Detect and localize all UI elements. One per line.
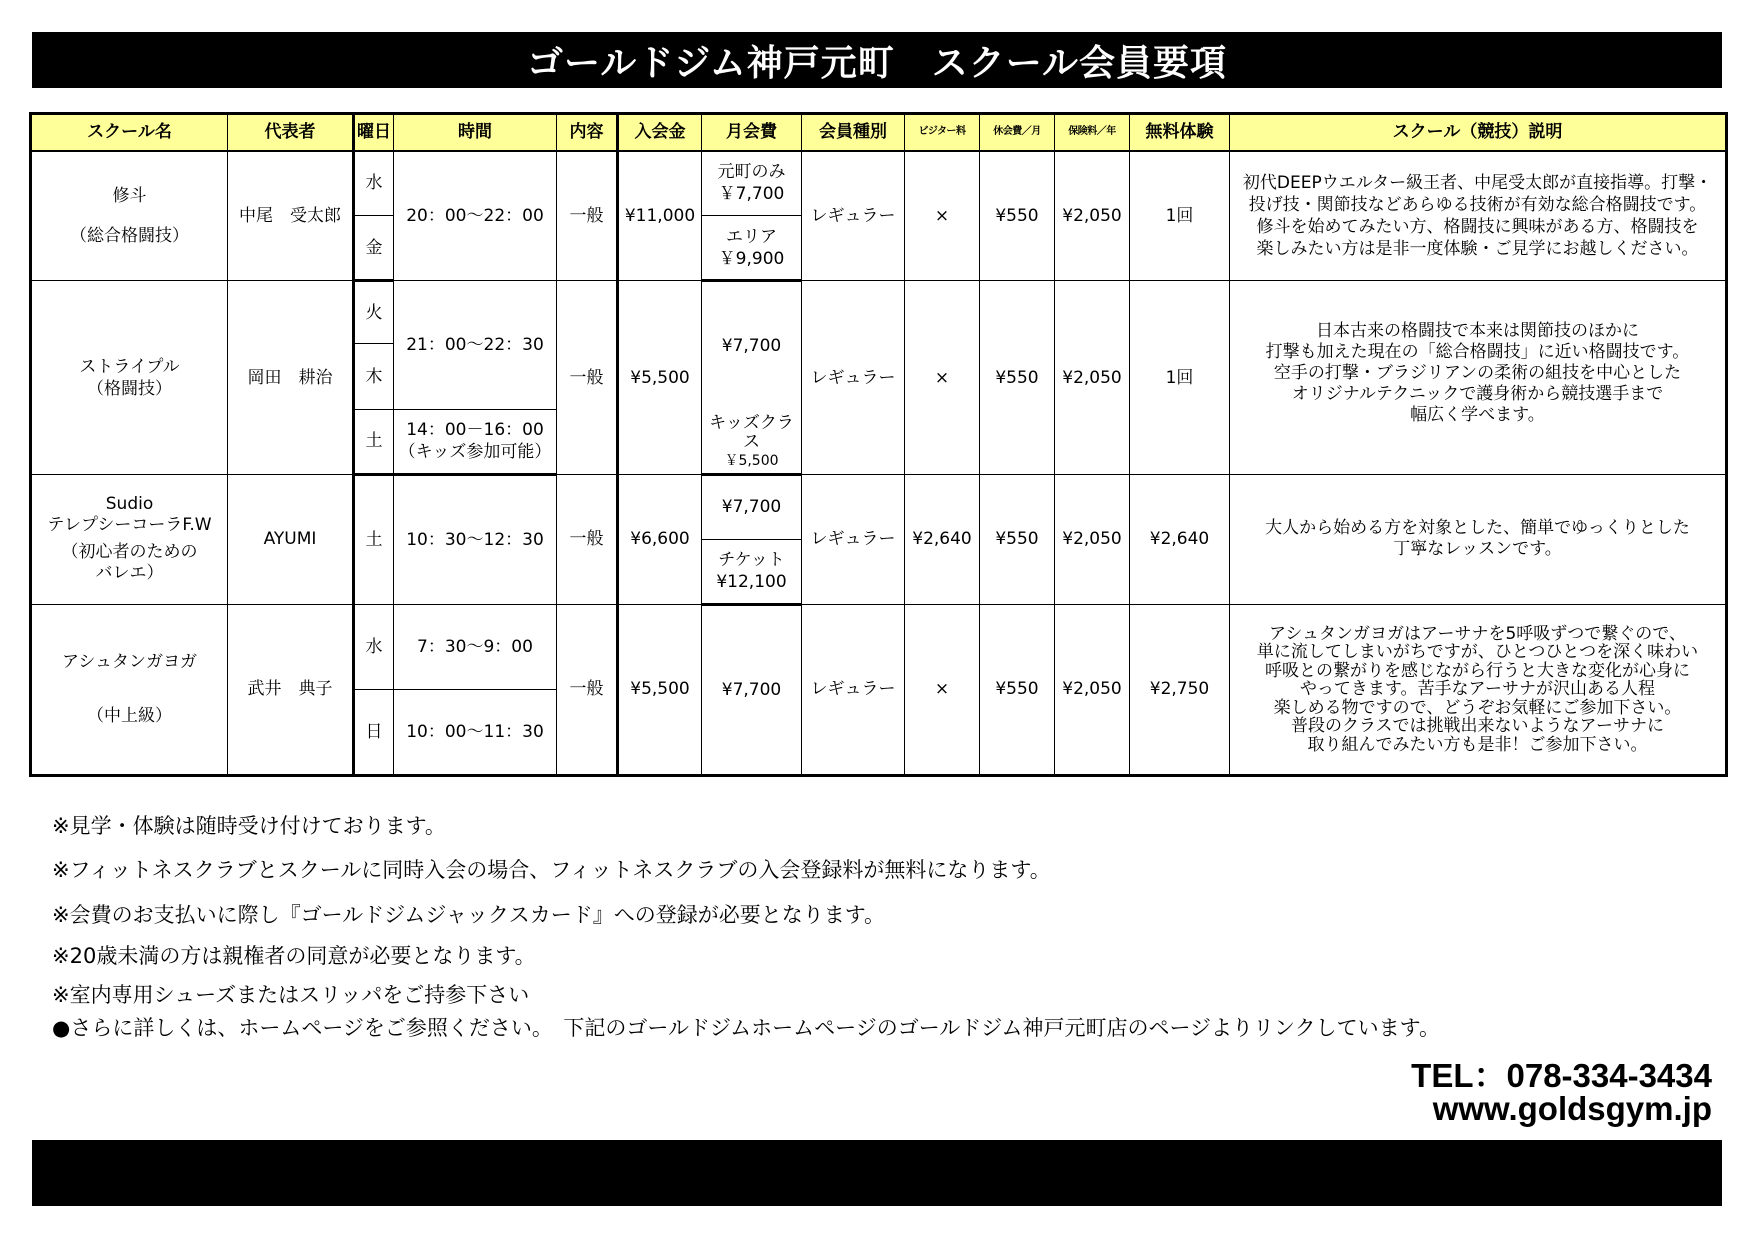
school-pause: ¥550 xyxy=(980,151,1055,281)
school-content: 一般 xyxy=(557,604,618,775)
desc-line: アシュタンガヨガはアーサナを5呼吸ずつで繋ぐので、 xyxy=(1269,623,1686,644)
desc-line: 取り組んでみたい方も是非！ご参加下さい。 xyxy=(1307,734,1648,755)
school-desc xyxy=(1230,604,1727,775)
table-row xyxy=(31,604,1727,689)
monthly-label: キッズクラ xyxy=(709,412,794,433)
school-name-sub: バレエ） xyxy=(95,563,164,584)
note-line: ●さらに詳しくは、ホームページをご参照ください。 下記のゴールドジムホームページのゴールドジム神戸元町店のページよりリンクしています。 xyxy=(52,1016,1440,1040)
school-rep: 中尾 受太郎 xyxy=(228,151,354,281)
school-entry: ¥11,000 xyxy=(618,151,702,281)
header-day: 曜日 xyxy=(354,114,394,151)
school-pause: ¥550 xyxy=(980,604,1055,775)
school-monthly: ¥7,700 xyxy=(702,474,802,539)
contact-url[interactable]: www.goldsgym.jp xyxy=(1432,1090,1712,1127)
monthly-label: ス xyxy=(743,431,760,452)
school-visitor: × xyxy=(905,604,980,775)
school-name xyxy=(31,604,228,775)
school-pause: ¥550 xyxy=(980,474,1055,604)
monthly-label: 元町のみ xyxy=(717,162,786,183)
school-table xyxy=(29,112,1728,777)
school-entry: ¥6,600 xyxy=(618,474,702,604)
school-trial: ¥2,640 xyxy=(1130,474,1230,604)
desc-line: 修斗を始めてみたい方、格闘技に興味がある方、格闘技を xyxy=(1256,217,1699,238)
school-day: 火 xyxy=(354,281,394,344)
school-day: 木 xyxy=(354,344,394,409)
desc-line: 大人から始める方を対象とした、簡単でゆっくりとした xyxy=(1265,518,1690,539)
header-type: 会員種別 xyxy=(802,114,905,151)
school-name xyxy=(31,474,228,604)
school-name xyxy=(31,151,228,281)
note-line: ※見学・体験は随時受け付けております。 xyxy=(52,814,446,838)
school-content: 一般 xyxy=(557,281,618,474)
desc-line: 空手の打撃・ブラジリアンの柔術の組技を中心とした xyxy=(1273,363,1682,384)
header-pause: 休会費／月 xyxy=(980,114,1055,151)
school-name-main: アシュタンガヨガ xyxy=(62,652,197,673)
school-monthly xyxy=(702,409,802,474)
school-insurance: ¥2,050 xyxy=(1055,474,1130,604)
desc-line: オリジナルテクニックで護身術から競技選手まで xyxy=(1291,384,1664,405)
school-desc xyxy=(1230,151,1727,281)
school-visitor: × xyxy=(905,151,980,281)
school-trial: 1回 xyxy=(1130,151,1230,281)
school-visitor: × xyxy=(905,281,980,474)
school-day: 水 xyxy=(354,151,394,216)
note-line: ※室内専用シューズまたはスリッパをご持参下さい xyxy=(52,983,530,1007)
school-rep: 武井 典子 xyxy=(228,604,354,775)
school-monthly xyxy=(702,151,802,216)
school-trial: 1回 xyxy=(1130,281,1230,474)
school-insurance: ¥2,050 xyxy=(1055,281,1130,474)
school-desc xyxy=(1230,474,1727,604)
school-day: 日 xyxy=(354,690,394,776)
desc-line: 丁寧なレッスンです。 xyxy=(1393,539,1562,560)
table-row xyxy=(31,474,1727,539)
school-time: 7：30～9：00 xyxy=(394,604,557,689)
school-visitor: ¥2,640 xyxy=(905,474,980,604)
school-time: 21：00～22：30 xyxy=(394,281,557,409)
school-name-sub: （初心者のための xyxy=(61,542,198,563)
desc-line: 初代DEEPウエルター級王者、中尾受太郎が直接指導。打撃・ xyxy=(1242,173,1713,194)
desc-line: 投げ技・関節技などあらゆる技術が有効な総合格闘技です。 xyxy=(1248,195,1707,216)
monthly-label: チケット xyxy=(718,550,785,571)
school-entry: ¥5,500 xyxy=(618,604,702,775)
school-day: 水 xyxy=(354,604,394,689)
time-note: （キッズ参加可能） xyxy=(398,442,552,463)
monthly-value: ￥7,700 xyxy=(718,184,785,205)
school-name-sub: （格闘技） xyxy=(87,378,172,399)
desc-line: 打撃も加えた現在の「総合格闘技」に近い格闘技です。 xyxy=(1265,342,1690,363)
school-monthly xyxy=(702,539,802,604)
school-monthly: ¥7,700 xyxy=(702,604,802,775)
footer-bar xyxy=(32,1140,1722,1206)
school-type: レギュラー xyxy=(802,474,905,604)
header-insurance: 保険料／年 xyxy=(1055,114,1130,151)
school-monthly: ¥7,700 xyxy=(702,281,802,409)
header-content: 内容 xyxy=(557,114,618,151)
table-row xyxy=(31,151,1727,216)
school-time: 20：00～22：00 xyxy=(394,151,557,281)
school-time xyxy=(394,409,557,474)
school-type: レギュラー xyxy=(802,151,905,281)
header-trial: 無料体験 xyxy=(1130,114,1230,151)
header-desc: スクール（競技）説明 xyxy=(1230,114,1727,151)
header-monthly: 月会費 xyxy=(702,114,802,151)
desc-line: 幅広く学べます。 xyxy=(1410,405,1545,426)
school-insurance: ¥2,050 xyxy=(1055,604,1130,775)
school-name-sub: （総合格闘技） xyxy=(70,226,189,247)
school-name-sub: （中上級） xyxy=(87,706,172,727)
note-line: ※フィットネスクラブとスクールに同時入会の場合、フィットネスクラブの入会登録料が無料になります。 xyxy=(52,858,1051,882)
header-time: 時間 xyxy=(394,114,557,151)
school-day: 金 xyxy=(354,216,394,281)
monthly-value: ¥12,100 xyxy=(716,572,787,593)
school-pause: ¥550 xyxy=(980,281,1055,474)
school-rep: AYUMI xyxy=(228,474,354,604)
header-visitor: ビジター料 xyxy=(905,114,980,151)
school-time: 10：00～11：30 xyxy=(394,690,557,776)
note-line: ※会費のお支払いに際し『ゴールドジムジャックスカード』への登録が必要となります。 xyxy=(52,903,886,927)
school-name xyxy=(31,281,228,474)
desc-line: 単に流してしまいがちですが、ひとつひとつを深く味わい xyxy=(1256,642,1699,663)
header-entry: 入会金 xyxy=(618,114,702,151)
school-time: 10：30～12：30 xyxy=(394,474,557,604)
desc-line: やってきます。苦手なアーサナが沢山ある人程 xyxy=(1299,679,1656,700)
desc-line: 呼吸との繋がりを感じながら行うと大きな変化が心身に xyxy=(1265,660,1690,681)
school-type: レギュラー xyxy=(802,604,905,775)
school-monthly xyxy=(702,216,802,281)
school-type: レギュラー xyxy=(802,281,905,474)
desc-line: 普段のクラスでは挑戦出来ないようなアーサナに xyxy=(1291,716,1664,737)
note-line: ※20歳未満の方は親権者の同意が必要となります。 xyxy=(52,944,536,968)
desc-line: 楽しみたい方は是非一度体験・ご見学にお越しください。 xyxy=(1256,239,1699,260)
header-school: スクール名 xyxy=(31,114,228,151)
page-title: ゴールドジム神戸元町 スクール会員要項 xyxy=(32,32,1722,88)
school-desc xyxy=(1230,281,1727,474)
monthly-label: エリア xyxy=(726,226,777,247)
school-rep: 岡田 耕治 xyxy=(228,281,354,474)
monthly-value: ￥9,900 xyxy=(718,248,785,269)
school-entry: ¥5,500 xyxy=(618,281,702,474)
school-name-main: 修斗 xyxy=(112,186,147,207)
table-row xyxy=(31,281,1727,344)
monthly-value: ￥5,500 xyxy=(724,452,779,469)
school-day: 土 xyxy=(354,474,394,604)
school-insurance: ¥2,050 xyxy=(1055,151,1130,281)
table-header-row xyxy=(31,114,1727,151)
school-content: 一般 xyxy=(557,151,618,281)
time-value: 14：00－16：00 xyxy=(406,420,544,441)
school-name-main: ストライプル xyxy=(79,356,180,377)
school-trial: ¥2,750 xyxy=(1130,604,1230,775)
desc-line: 楽しめる物ですので、どうぞお気軽にご参加下さい。 xyxy=(1273,697,1682,718)
school-name-main: テレプシーコーラF.W xyxy=(47,515,212,536)
desc-line: 日本古来の格闘技で本来は関節技のほかに xyxy=(1316,321,1639,342)
contact-tel: TEL：078-334-3434 xyxy=(1411,1057,1712,1094)
school-day: 土 xyxy=(354,409,394,474)
header-rep: 代表者 xyxy=(228,114,354,151)
school-name-main: Sudio xyxy=(105,494,154,515)
school-content: 一般 xyxy=(557,474,618,604)
